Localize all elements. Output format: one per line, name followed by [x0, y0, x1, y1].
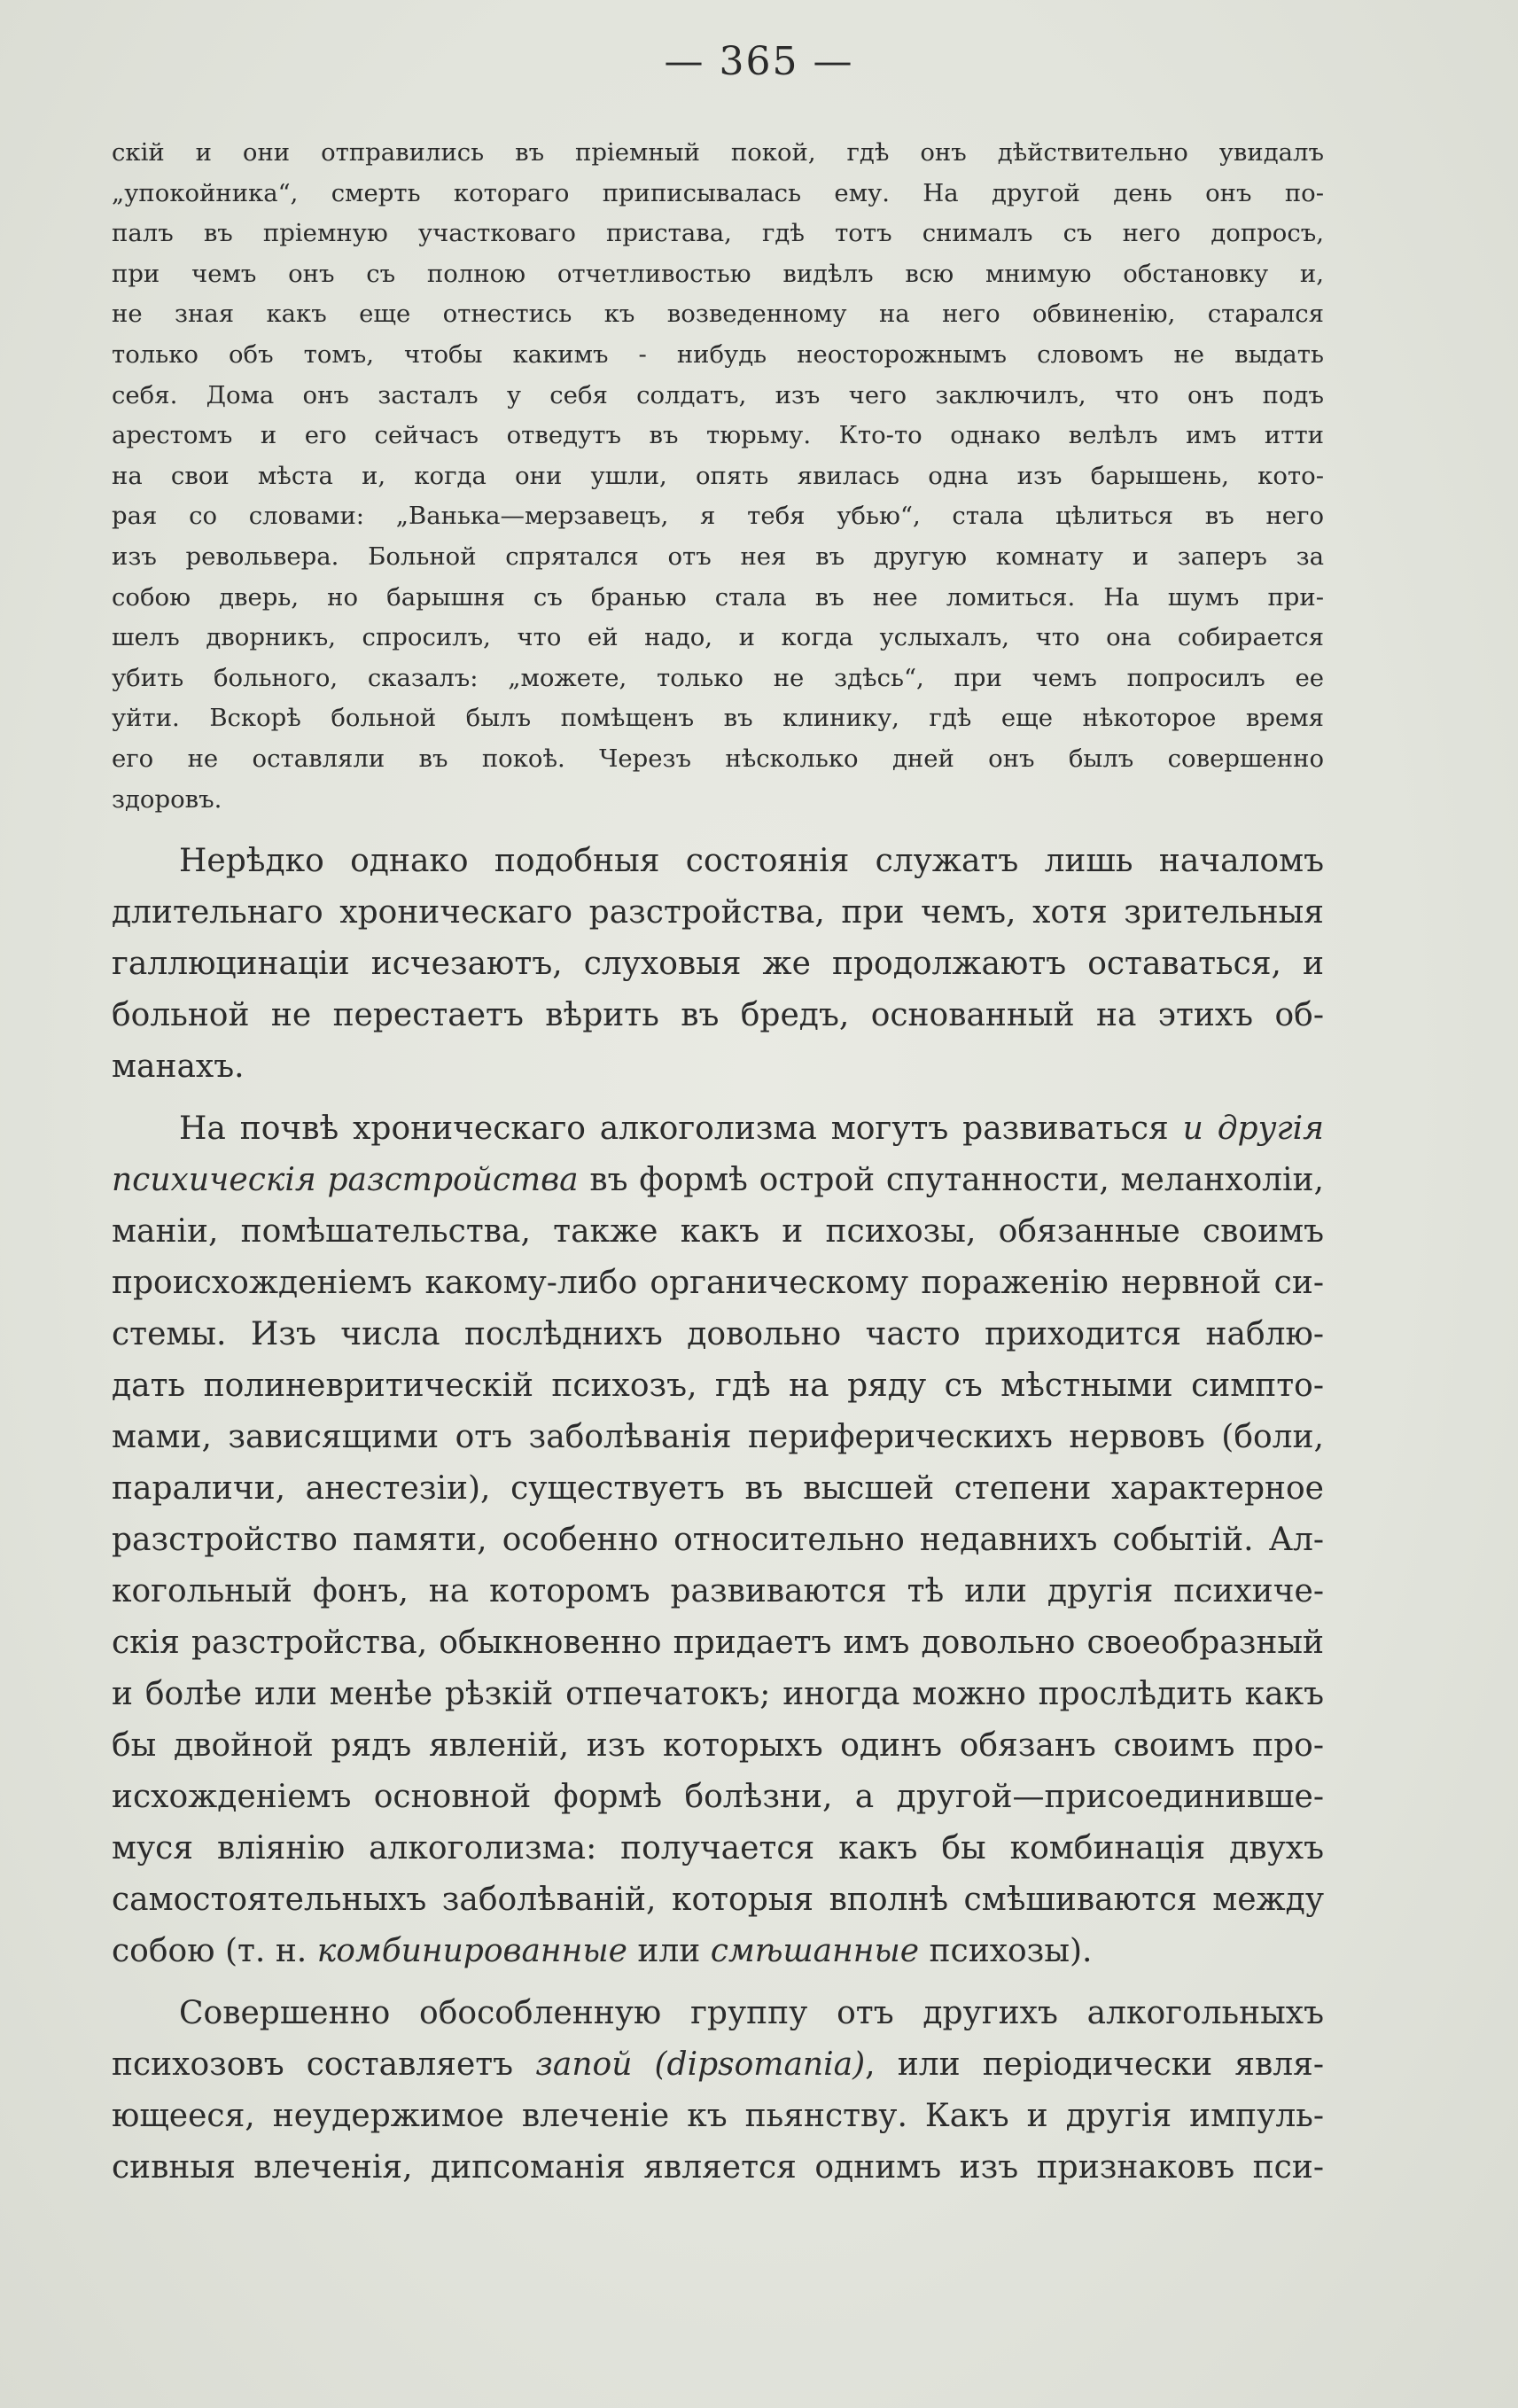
text-line: уйти. Вскорѣ больной былъ помѣщенъ въ клинику, гдѣ еще нѣкоторое время	[112, 704, 1324, 733]
page-number: — 365 —	[664, 39, 854, 84]
text-line: здоровъ.	[112, 784, 222, 814]
text-line: Совершенно обособленную группу отъ другихъ алкогольныхъ	[179, 1995, 1324, 2031]
text-line: и болѣе или менѣе рѣзкій отпечатокъ; иногда можно прослѣдить какъ	[112, 1676, 1324, 1712]
text-line: маніи, помѣшательства, также какъ и психозы, обязанные своимъ	[112, 1213, 1324, 1250]
italic-term: психическія разстройства	[112, 1162, 579, 1198]
text-line: „упокойника“, смерть котораго приписывалась ему. На другой день онъ по-	[112, 178, 1324, 207]
text-line: шелъ дворникъ, спросилъ, что ей надо, и когда услыхалъ, что она собирается	[112, 623, 1324, 652]
text-line: арестомъ и его сейчасъ отведутъ въ тюрьму. Кто-то однако велѣлъ имъ итти	[112, 421, 1324, 450]
text-line: на свои мѣста и, когда они ушли, опять явилась одна изъ барышень, кото-	[112, 461, 1324, 490]
text-line: рая со словами: „Ванька—мерзавецъ, я тебя убью“, стала цѣлиться въ него	[112, 502, 1324, 531]
text-line: исхожденіемъ основной формѣ болѣзни, а другой—присоединивше-	[112, 1779, 1324, 1815]
text-line: скія разстройства, обыкновенно придаетъ имъ довольно своеобразный	[112, 1625, 1324, 1661]
small-print-paragraph	[112, 133, 1324, 820]
italic-term: и другія	[1182, 1110, 1324, 1147]
text-line: сивныя влеченія, дипсоманія является однимъ изъ признаковъ пси-	[112, 2149, 1324, 2186]
paragraph-1	[112, 836, 1324, 1093]
text-line: скій и они отправились въ пріемный покой, гдѣ онъ дѣйствительно увидалъ	[112, 138, 1324, 167]
italic-term: комбинированные	[316, 1933, 627, 1969]
text-line: его не оставляли въ покоѣ. Черезъ нѣсколько дней онъ былъ совершенно	[112, 744, 1324, 773]
text-line: не зная какъ еще отнестись къ возведенному на него обвиненію, старался	[112, 300, 1324, 329]
text-line: дать полиневритическій психозъ, гдѣ на ряду съ мѣстными симпто-	[112, 1368, 1324, 1404]
text-line: самостоятельныхъ заболѣваній, которыя вполнѣ смѣшиваются между	[112, 1882, 1324, 1918]
text-line: длительнаго хроническаго разстройства, при чемъ, хотя зрительныя	[112, 894, 1324, 931]
text-line: разстройство памяти, особенно относительно недавнихъ событій. Ал-	[112, 1522, 1324, 1558]
text-line: убить больного, сказалъ: „можете, только не здѣсь“, при чемъ попросилъ ее	[112, 663, 1324, 692]
text-line: только объ томъ, чтобы какимъ - нибудь неосторожнымъ словомъ не выдать	[112, 339, 1324, 369]
text-line: ющееся, неудержимое влеченіе къ пьянству. Какъ и другія импуль-	[112, 2098, 1324, 2134]
text-line: Нерѣдко однако подобныя состоянія служатъ лишь началомъ	[179, 843, 1324, 879]
paragraph-2	[112, 1103, 1324, 1977]
text-line: психическія разстройства въ формѣ острой спутанности, меланхоліи,	[112, 1162, 1324, 1198]
italic-term: запой (dipsomania)	[535, 2046, 866, 2083]
text-line: собою дверь, но барышня съ бранью стала въ нее ломиться. На шумъ при-	[112, 582, 1324, 612]
text-line: На почвѣ хроническаго алкоголизма могутъ развиваться и другія	[179, 1110, 1324, 1147]
paragraph-3	[112, 1988, 1324, 2194]
text-line: параличи, анестезіи), существуетъ въ высшей степени характерное	[112, 1470, 1324, 1507]
text-line: психозовъ составляетъ запой (dipsomania), или періодически явля-	[112, 2046, 1325, 2083]
text-line: мами, зависящими отъ заболѣванія периферическихъ нервовъ (боли,	[112, 1419, 1324, 1455]
text-line: манахъ.	[112, 1048, 245, 1085]
text-line: себя. Дома онъ засталъ у себя солдатъ, изъ чего заключилъ, что онъ подъ	[112, 380, 1324, 409]
text-line: собою (т. н. комбинированные или смѣшанные психозы).	[112, 1933, 1093, 1969]
italic-term: смѣшанные	[710, 1933, 920, 1969]
text-line: больной не перестаетъ вѣрить въ бредъ, основанный на этихъ об-	[112, 997, 1324, 1033]
text-line: галлюцинаціи исчезаютъ, слуховыя же продолжаютъ оставаться, и	[112, 946, 1324, 982]
text-line: бы двойной рядъ явленій, изъ которыхъ одинъ обязанъ своимъ про-	[112, 1727, 1324, 1764]
text-line: происхожденіемъ какому-либо органическому пораженію нервной си-	[112, 1265, 1324, 1301]
main-text	[112, 836, 1324, 2194]
text-line: стемы. Изъ числа послѣднихъ довольно часто приходится наблю-	[112, 1316, 1324, 1352]
text-line: изъ револьвера. Больной спрятался отъ нея въ другую комнату и заперъ за	[112, 542, 1324, 571]
text-line: палъ въ пріемную участковаго пристава, гдѣ тотъ снималъ съ него допросъ,	[112, 219, 1324, 248]
text-line: муся вліянію алкоголизма: получается какъ бы комбинація двухъ	[112, 1830, 1324, 1866]
text-line: когольный фонъ, на которомъ развиваются тѣ или другія психиче-	[112, 1573, 1324, 1609]
text-line: при чемъ онъ съ полною отчетливостью видѣлъ всю мнимую обстановку и,	[112, 259, 1324, 288]
